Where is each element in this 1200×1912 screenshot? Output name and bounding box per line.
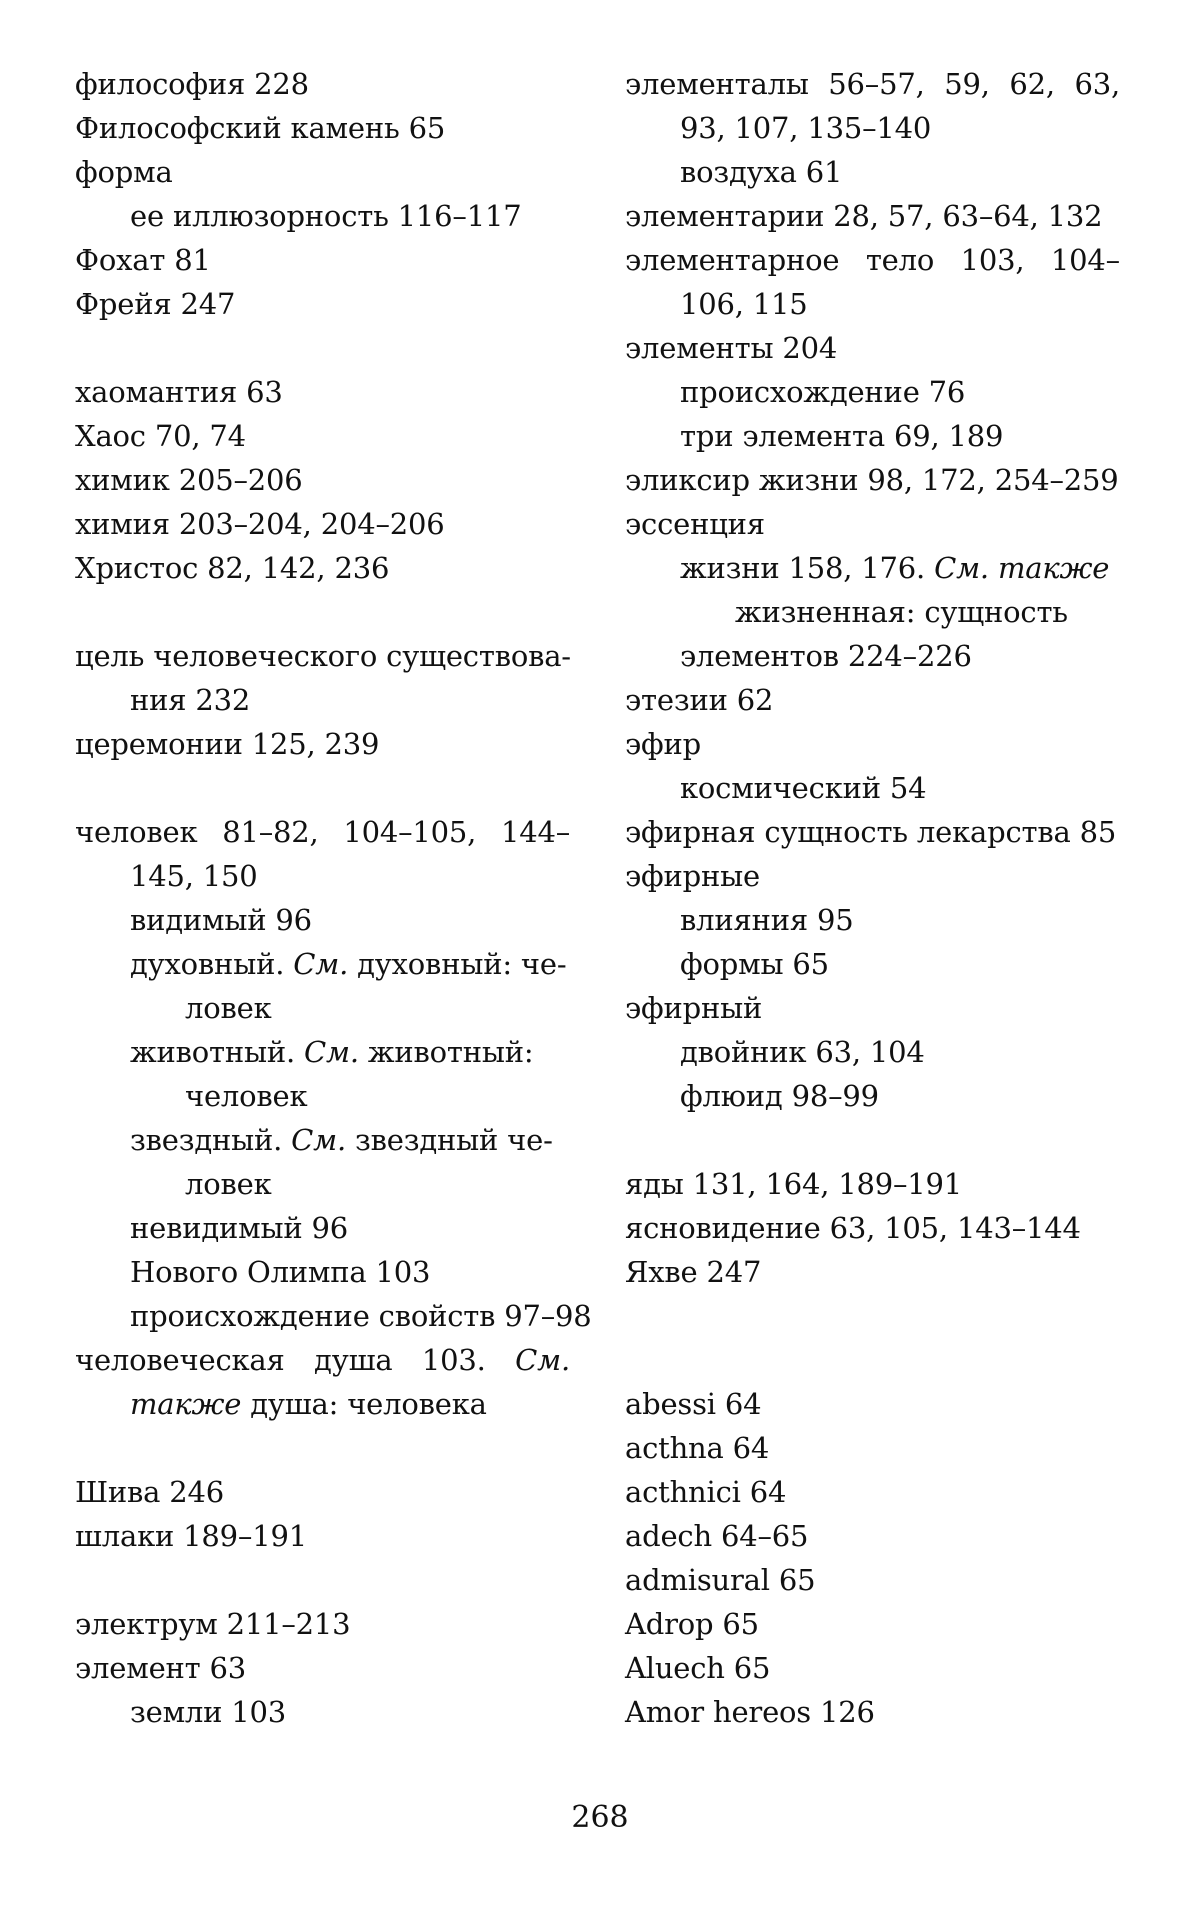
index-subentry — [75, 1382, 570, 1426]
index-entry: элементарии 28, 57, 63–64, 132 — [625, 199, 1103, 233]
index-subentry: ловек — [185, 1167, 272, 1201]
index-subentry: человек — [185, 1079, 308, 1113]
index-entry: хаомантия 63 — [75, 375, 283, 409]
index-entry: Adrop 65 — [625, 1607, 759, 1641]
index-entry: Фрейя 247 — [75, 287, 236, 321]
index-entry: церемонии 125, 239 — [75, 727, 380, 761]
index-entry: химия 203–204, 204–206 — [75, 507, 445, 541]
entry-text: духовный: че- — [348, 947, 567, 981]
index-entry: химик 205–206 — [75, 463, 303, 497]
cross-reference: См. — [304, 1035, 359, 1069]
index-entry: acthna 64 — [625, 1431, 770, 1465]
index-subentry — [625, 546, 1120, 590]
index-entry: цель человеческого существова- — [75, 639, 571, 673]
cross-reference: См. — [291, 1123, 347, 1157]
index-entry: форма — [75, 155, 173, 189]
index-entry: этезии 62 — [625, 683, 774, 717]
index-entry: Христос 82, 142, 236 — [75, 551, 390, 585]
index-entry: Aluech 65 — [625, 1651, 771, 1685]
section-gap — [625, 1118, 1120, 1162]
index-subentry: флюид 98–99 — [680, 1079, 879, 1113]
index-entry: Amor hereos 126 — [625, 1695, 875, 1729]
index-entry: Фохат 81 — [75, 243, 211, 277]
index-subentry: формы 65 — [680, 947, 829, 981]
section-gap — [75, 1558, 570, 1602]
index-entry: эфирный — [625, 991, 763, 1025]
index-subentry: 93, 107, 135–140 — [680, 111, 932, 145]
cross-reference: также — [130, 1387, 242, 1421]
index-subentry: ее иллюзорность 116–117 — [130, 199, 522, 233]
cross-reference: См. — [515, 1343, 570, 1377]
index-entry: человек 81–82, 104–105, 144– — [75, 815, 570, 849]
index-subentry: происхождение свойств 97–98 — [130, 1299, 592, 1333]
index-subentry: Нового Олимпа 103 — [130, 1255, 431, 1289]
index-entry: эфир — [625, 727, 702, 761]
index-entry: эфирные — [625, 859, 761, 893]
cross-reference: См. — [293, 947, 349, 981]
entry-text: животный: — [358, 1035, 534, 1069]
index-entry: эликсир жизни 98, 172, 254–259 — [625, 463, 1119, 497]
index-entry: abessi 64 — [625, 1387, 762, 1421]
index-column-left — [75, 62, 592, 1734]
index-subentry — [75, 1030, 570, 1074]
index-subentry: три элемента 69, 189 — [680, 419, 1004, 453]
index-subentry: жизненная: сущность — [735, 595, 1068, 629]
index-entry: эфирная сущность лекарства 85 — [625, 815, 1117, 849]
index-entry: Шива 246 — [75, 1475, 225, 1509]
index-subentry: элементов 224–226 — [680, 639, 972, 673]
index-entry — [75, 1338, 570, 1382]
index-subentry — [75, 942, 570, 986]
index-entry: элементалы 56–57, 59, 62, 63, — [625, 67, 1120, 101]
index-entry: Философский камень 65 — [75, 111, 446, 145]
index-entry: элементы 204 — [625, 331, 838, 365]
index-column-right — [625, 62, 1120, 1734]
index-entry: яды 131, 164, 189–191 — [625, 1167, 963, 1201]
section-gap — [75, 590, 570, 634]
index-entry: философия 228 — [75, 67, 309, 101]
index-entry: ясновидение 63, 105, 143–144 — [625, 1211, 1081, 1245]
index-subentry: 145, 150 — [130, 859, 258, 893]
entry-text: духовный. — [130, 947, 294, 981]
section-gap — [75, 766, 570, 810]
index-subentry: космический 54 — [680, 771, 927, 805]
cross-reference: См. также — [934, 551, 1110, 585]
index-subentry: влияния 95 — [680, 903, 854, 937]
index-entry: adech 64–65 — [625, 1519, 809, 1553]
index-entry: acthnici 64 — [625, 1475, 787, 1509]
entry-text: душа: человека — [241, 1387, 487, 1421]
entry-text: звездный. — [130, 1123, 292, 1157]
section-gap — [625, 1338, 1120, 1382]
index-entry: элементарное тело 103, 104– — [625, 243, 1120, 277]
index-subentry: земли 103 — [130, 1695, 287, 1729]
index-entry: Яхве 247 — [625, 1255, 762, 1289]
page-number: 268 — [571, 1800, 629, 1835]
index-subentry: ловек — [185, 991, 272, 1025]
index-entry: шлаки 189–191 — [75, 1519, 307, 1553]
index-subentry: 106, 115 — [680, 287, 808, 321]
section-gap — [75, 326, 570, 370]
index-subentry: двойник 63, 104 — [680, 1035, 925, 1069]
index-subentry: ния 232 — [130, 683, 251, 717]
index-entry: эссенция — [625, 507, 765, 541]
entry-text: человеческая душа 103. — [75, 1343, 516, 1377]
entry-text: звездный че- — [346, 1123, 553, 1157]
index-entry: Хаос 70, 74 — [75, 419, 246, 453]
section-gap — [625, 1294, 1120, 1338]
index-subentry: воздуха 61 — [680, 155, 843, 189]
entry-text: жизни 158, 176. — [680, 551, 935, 585]
index-entry: элемент 63 — [75, 1651, 247, 1685]
section-gap — [75, 1426, 570, 1470]
index-entry: электрум 211–213 — [75, 1607, 351, 1641]
index-entry: admisural 65 — [625, 1563, 816, 1597]
index-subentry: невидимый 96 — [130, 1211, 349, 1245]
index-subentry — [75, 1118, 570, 1162]
entry-text: животный. — [130, 1035, 305, 1069]
index-subentry: видимый 96 — [130, 903, 312, 937]
index-subentry: происхождение 76 — [680, 375, 966, 409]
